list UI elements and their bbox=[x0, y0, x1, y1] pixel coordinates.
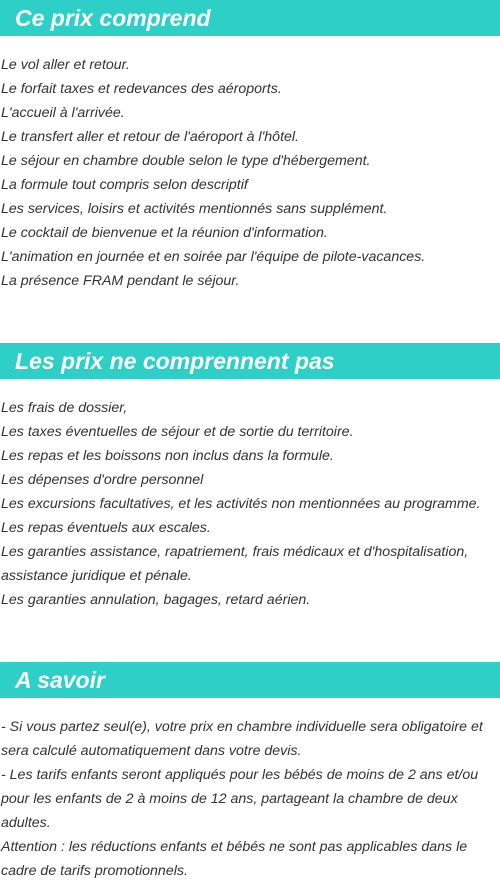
list-item: Les taxes éventuelles de séjour et de sortie du territoire. bbox=[1, 424, 354, 440]
list-item: Les garanties assistance, rapatriement, frais médicaux et d'hospitalisation, assistance juridique et pénale. bbox=[1, 544, 469, 584]
good-to-know-list bbox=[1, 715, 499, 883]
list-item: La présence FRAM pendant le séjour. bbox=[1, 273, 240, 289]
included-list bbox=[1, 53, 499, 293]
list-item: Le vol aller et retour. bbox=[1, 57, 130, 73]
list-item: Les repas éventuels aux escales. bbox=[1, 520, 211, 536]
list-item: Les dépenses d'ordre personnel bbox=[1, 472, 204, 488]
list-item: Les services, loisirs et activités mentionnés sans supplément. bbox=[1, 201, 388, 217]
list-item: L'animation en journée et en soirée par l'équipe de pilote-vacances. bbox=[1, 249, 426, 265]
list-item: Le cocktail de bienvenue et la réunion d'information. bbox=[1, 225, 328, 241]
not-included-list bbox=[1, 396, 499, 612]
section-title-good-to-know: A savoir bbox=[0, 662, 500, 698]
list-item: L'accueil à l'arrivée. bbox=[1, 105, 125, 121]
list-item: Le transfert aller et retour de l'aéroport à l'hôtel. bbox=[1, 129, 299, 145]
list-item: Les repas et les boissons non inclus dans la formule. bbox=[1, 448, 334, 464]
list-item: Le forfait taxes et redevances des aéroports. bbox=[1, 81, 282, 97]
section-title-not-included: Les prix ne comprennent pas bbox=[0, 343, 500, 379]
section-title-included: Ce prix comprend bbox=[0, 0, 500, 36]
list-item: - Si vous partez seul(e), votre prix en chambre individuelle sera obligatoire et sera calculé automatiquement dans votre devis. bbox=[1, 719, 483, 759]
list-item: Les frais de dossier, bbox=[1, 400, 128, 416]
list-item: - Les tarifs enfants seront appliqués pour les bébés de moins de 2 ans et/ou pour les enfants de 2 à moins de 12 ans, partageant la chambre de deux adultes. bbox=[1, 767, 479, 831]
list-item: Attention : les réductions enfants et bébés ne sont pas applicables dans le cadre de tarifs promotionnels. bbox=[1, 839, 468, 879]
list-item: La formule tout compris selon descriptif bbox=[1, 177, 248, 193]
list-item: Les garanties annulation, bagages, retard aérien. bbox=[1, 592, 311, 608]
list-item: Les excursions facultatives, et les activités non mentionnées au programme. bbox=[1, 496, 481, 512]
list-item: Le séjour en chambre double selon le type d'hébergement. bbox=[1, 153, 371, 169]
